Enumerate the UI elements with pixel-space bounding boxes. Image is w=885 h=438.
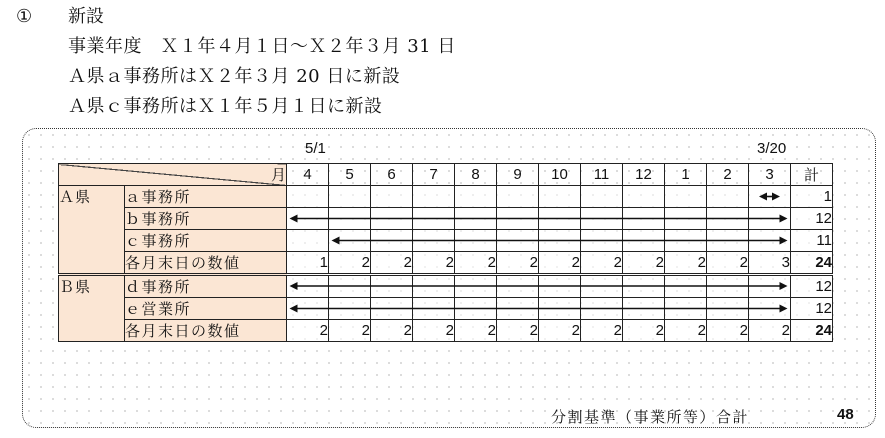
month-header: 7 <box>413 164 455 186</box>
end-date-marker: 3/20 <box>757 140 787 157</box>
office-total: 12 <box>791 275 833 298</box>
summary-value: 2 <box>329 320 371 342</box>
month-cell <box>539 186 581 208</box>
month-header: 2 <box>707 164 749 186</box>
month-cell <box>455 230 497 252</box>
month-cell <box>623 230 665 252</box>
month-cell <box>371 275 413 298</box>
month-cell <box>707 275 749 298</box>
month-cell <box>329 186 371 208</box>
office-row <box>59 208 833 230</box>
office-name: ｃ事務所 <box>125 230 287 252</box>
office-c-note: Ａ県ｃ事務所はＸ１年５月１日に新設 <box>68 96 383 117</box>
month-cell <box>497 186 539 208</box>
month-cell <box>287 186 329 208</box>
office-total: 11 <box>791 230 833 252</box>
month-cell <box>623 186 665 208</box>
start-date-marker: 5/1 <box>305 140 326 157</box>
month-cell <box>665 298 707 320</box>
summary-value: 2 <box>665 252 707 275</box>
summary-total: 24 <box>791 252 833 275</box>
summary-total: 24 <box>791 320 833 342</box>
summary-value: 2 <box>371 320 413 342</box>
month-cell <box>413 275 455 298</box>
item-number: ① <box>16 6 33 27</box>
summary-value: 2 <box>539 252 581 275</box>
month-cell <box>749 230 791 252</box>
month-header: 6 <box>371 164 413 186</box>
summary-value: 2 <box>539 320 581 342</box>
summary-value: 2 <box>623 320 665 342</box>
month-cell <box>329 275 371 298</box>
summary-value: 2 <box>413 252 455 275</box>
summary-value: 2 <box>665 320 707 342</box>
summary-value: 2 <box>707 320 749 342</box>
month-cell <box>329 298 371 320</box>
month-header: 3 <box>749 164 791 186</box>
office-count-table <box>58 163 833 342</box>
month-cell <box>581 230 623 252</box>
fiscal-year-line: 事業年度 Ｘ１年４月１日～Ｘ２年３月 31 日 <box>68 36 456 57</box>
month-header: 11 <box>581 164 623 186</box>
month-header: 8 <box>455 164 497 186</box>
month-cell <box>665 186 707 208</box>
office-row <box>59 186 833 208</box>
office-total: 12 <box>791 208 833 230</box>
summary-value: 2 <box>581 252 623 275</box>
month-cell <box>581 186 623 208</box>
month-cell <box>623 208 665 230</box>
month-cell <box>665 208 707 230</box>
month-corner-header: 月 <box>59 164 287 186</box>
month-cell <box>287 298 329 320</box>
month-header: 1 <box>665 164 707 186</box>
grand-total-label: 分割基準（事業所等）合計 <box>551 409 750 426</box>
summary-row <box>59 320 833 342</box>
office-row <box>59 298 833 320</box>
summary-value: 2 <box>581 320 623 342</box>
month-cell <box>329 230 371 252</box>
month-cell <box>371 230 413 252</box>
summary-value: 2 <box>707 252 749 275</box>
office-row <box>59 230 833 252</box>
month-cell <box>539 208 581 230</box>
office-total: 1 <box>791 186 833 208</box>
month-cell <box>497 208 539 230</box>
month-cell <box>371 186 413 208</box>
month-cell <box>581 298 623 320</box>
month-cell <box>455 298 497 320</box>
month-cell <box>707 230 749 252</box>
month-cell <box>539 298 581 320</box>
month-cell <box>413 186 455 208</box>
month-header: 9 <box>497 164 539 186</box>
month-header: 10 <box>539 164 581 186</box>
month-header: 12 <box>623 164 665 186</box>
month-header: 5 <box>329 164 371 186</box>
month-cell <box>749 208 791 230</box>
summary-value: 1 <box>287 252 329 275</box>
summary-value: 3 <box>749 252 791 275</box>
month-cell <box>539 275 581 298</box>
month-header: 4 <box>287 164 329 186</box>
summary-value: 2 <box>413 320 455 342</box>
summary-value: 2 <box>749 320 791 342</box>
summary-value: 2 <box>497 252 539 275</box>
month-cell <box>581 275 623 298</box>
month-cell <box>665 275 707 298</box>
month-cell <box>413 208 455 230</box>
summary-label: 各月末日の数値 <box>125 252 287 275</box>
month-cell <box>539 230 581 252</box>
summary-value: 2 <box>371 252 413 275</box>
summary-value: 2 <box>455 252 497 275</box>
summary-value: 2 <box>329 252 371 275</box>
month-cell <box>749 298 791 320</box>
month-cell <box>623 275 665 298</box>
month-cell <box>581 208 623 230</box>
summary-label: 各月末日の数値 <box>125 320 287 342</box>
month-cell <box>455 275 497 298</box>
month-cell <box>707 208 749 230</box>
total-header: 計 <box>791 164 833 186</box>
prefecture-label: Ｂ県 <box>59 275 125 342</box>
month-cell <box>371 298 413 320</box>
month-cell <box>455 208 497 230</box>
summary-value: 2 <box>455 320 497 342</box>
summary-value: 2 <box>497 320 539 342</box>
month-cell <box>371 208 413 230</box>
office-total: 12 <box>791 298 833 320</box>
month-cell <box>287 230 329 252</box>
month-cell <box>623 298 665 320</box>
month-cell <box>413 298 455 320</box>
section-title: 新設 <box>68 6 104 27</box>
month-cell <box>707 298 749 320</box>
month-cell <box>497 298 539 320</box>
prefecture-label: Ａ県 <box>59 186 125 275</box>
office-name: ｅ営業所 <box>125 298 287 320</box>
office-row <box>59 275 833 298</box>
office-name: ｄ事務所 <box>125 275 287 298</box>
month-cell <box>749 275 791 298</box>
month-cell <box>455 186 497 208</box>
month-cell <box>413 230 455 252</box>
office-name: ｂ事務所 <box>125 208 287 230</box>
month-cell <box>707 186 749 208</box>
month-cell <box>665 230 707 252</box>
grand-total-value: 48 <box>837 406 854 423</box>
summary-row <box>59 252 833 275</box>
summary-value: 2 <box>287 320 329 342</box>
month-cell <box>287 208 329 230</box>
month-cell <box>497 275 539 298</box>
summary-value: 2 <box>623 252 665 275</box>
office-name: ａ事務所 <box>125 186 287 208</box>
month-cell <box>749 186 791 208</box>
office-a-note: Ａ県ａ事務所はＸ２年３月 20 日に新設 <box>68 66 401 87</box>
month-cell <box>497 230 539 252</box>
month-cell <box>329 208 371 230</box>
month-cell <box>287 275 329 298</box>
table-header-row <box>59 164 833 186</box>
